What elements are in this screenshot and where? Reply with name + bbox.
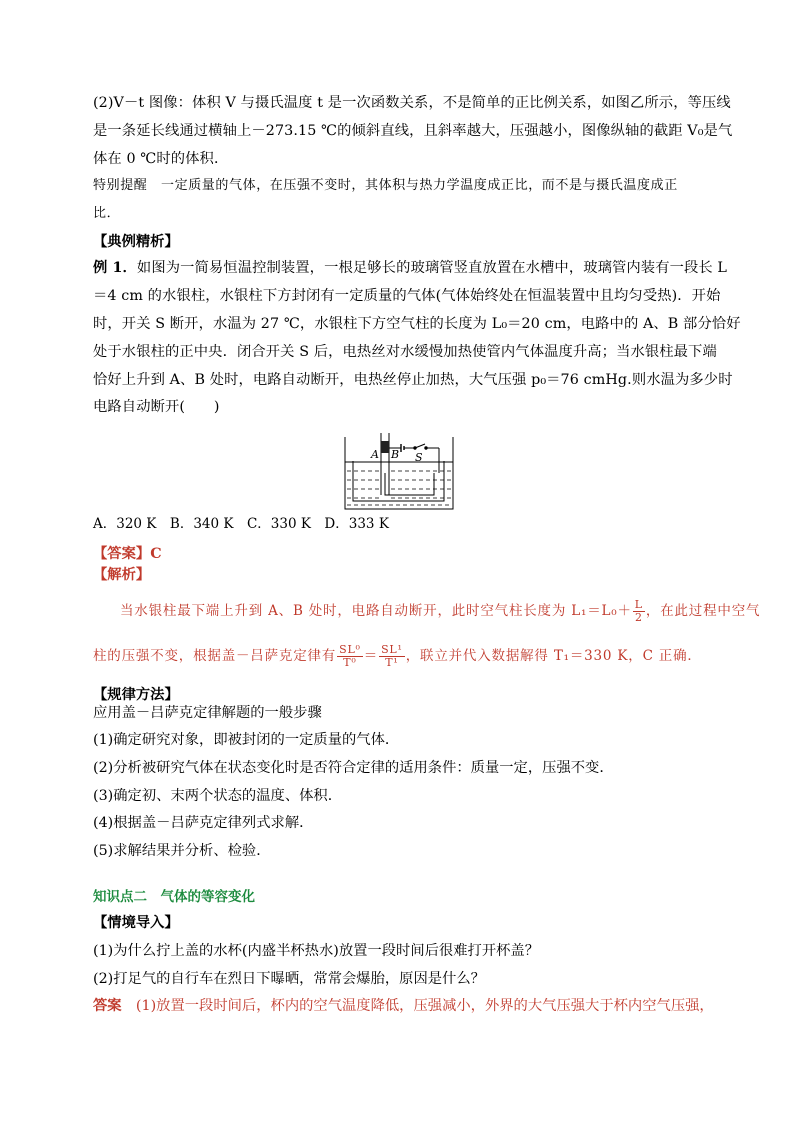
analysis-line-1: [120, 599, 760, 624]
fraction-2: [379, 644, 405, 669]
fraction-l-over-2: [633, 599, 645, 624]
figure-label-s: S: [415, 451, 423, 464]
figure-label-b: B: [391, 448, 400, 461]
example-line-1: [93, 258, 727, 278]
answer-line: [93, 544, 162, 564]
frac-den: 2: [634, 611, 643, 624]
analysis-text-2b: ，联立并代入数据解得 T₁＝330 K，C 正确．: [405, 648, 702, 664]
answer-label: 【答案】: [93, 546, 151, 562]
method-intro: 应用盖－吕萨克定律解题的一般步骤: [93, 705, 322, 721]
analysis-text-2a: 柱的压强不变，根据盖－吕萨克定律有: [93, 648, 337, 664]
method-step-5: (5)求解结果并分析、检验．: [93, 843, 271, 859]
method-heading: 【规律方法】: [93, 687, 179, 703]
example-line-2: ＝4 cm 的水银柱，水银柱下方封闭有一定质量的气体(气体始终处在恒温装置中且均匀受热)．开始: [93, 288, 721, 304]
frac2-num: SL¹: [381, 643, 403, 656]
scene-heading: 【情境导入】: [93, 915, 179, 931]
scene-question-2: (2)打足气的自行车在烈日下曝晒，常常会爆胎，原因是什么？: [93, 971, 485, 987]
section-2-title: 知识点二 气体的等容变化: [93, 889, 255, 905]
method-step-1: (1)确定研究对象，即被封闭的一定质量的气体．: [93, 732, 400, 748]
method-step-2: (2)分析被研究气体在状态变化时是否符合定律的适用条件：质量一定，压强不变．: [93, 760, 614, 776]
method-step-4: (4)根据盖－吕萨克定律列式求解．: [93, 815, 314, 831]
scene-answer-label: 答案: [93, 998, 122, 1014]
vt-paragraph-line-3: 体在 0 ℃时的体积．: [93, 151, 229, 167]
heater-wire: [385, 473, 434, 495]
example-text-1: 如图为一简易恒温控制装置，一根足够长的玻璃管竖直放置在水槽中，玻璃管内装有一段长 L: [136, 260, 728, 276]
scene-answer: [93, 996, 714, 1016]
vt-paragraph-line-1: (2)V－t 图像：体积 V 与摄氏温度 t 是一次函数关系，不是简单的正比例关系，如图乙所示，等压线: [93, 95, 731, 111]
analysis-text-1a: 当水银柱最下端上升到 A、B 处时，电路自动断开，此时空气柱长度为 L₁＝L₀＋: [120, 603, 632, 619]
example-line-4: 处于水银柱的正中央．闭合开关 S 后，电热丝对水缓慢加热使管内气体温度升高；当水银柱最下端: [93, 344, 717, 360]
example-label: 例 1．: [93, 260, 137, 276]
figure-label-a: A: [371, 448, 379, 461]
scene-question-1: (1)为什么拧上盖的水杯(内盛半杯热水)放置一段时间后很难打开杯盖？: [93, 943, 540, 959]
analysis-label: 【解析】: [93, 567, 151, 583]
equals-sign: ＝: [363, 648, 379, 664]
special-tip-line-2: 比．: [93, 206, 121, 221]
vt-paragraph-line-2: 是一条延长线通过横轴上－273.15 ℃的倾斜直线，且斜率越大，压强越小，图像纵轴的截距 V₀是气: [93, 123, 733, 139]
analysis-line-2: [93, 644, 702, 669]
scene-answer-text: (1)放置一段时间后，杯内的空气温度降低，压强减小，外界的大气压强大于杯内空气压强，: [135, 998, 714, 1014]
example-heading: 【典例精析】: [93, 234, 179, 250]
frac-num: L: [634, 598, 643, 611]
frac1-den: T⁰: [343, 656, 357, 669]
example-line-6: 电路自动断开( ): [93, 399, 220, 415]
frac2-den: T¹: [385, 656, 399, 669]
example-line-5: 恰好上升到 A、B 处时，电路自动断开，电热丝停止加热，大气压强 p₀＝76 cmHg.则水温为多少时: [93, 372, 733, 388]
example-line-3: 时，开关 S 断开，水温为 27 ℃，水银柱下方空气柱的长度为 L₀＝20 cm，电路中的 A、B 部分恰好: [93, 316, 741, 332]
apparatus-figure: [343, 433, 455, 511]
method-step-3: (3)确定初、末两个状态的温度、体积．: [93, 788, 342, 804]
answer-value: C: [150, 546, 162, 562]
fraction-1: [337, 644, 363, 669]
mercury-column: [381, 441, 389, 453]
answer-options: A．320 K B．340 K C．330 K D．333 K: [93, 516, 389, 532]
analysis-text-1b: ，在此过程中空气: [645, 603, 761, 619]
special-tip-line-1: 特别提醒 一定质量的气体，在压强不变时，其体积与热力学温度成正比，而不是与摄氏温度成正: [93, 178, 678, 193]
frac1-num: SL⁰: [339, 643, 361, 656]
